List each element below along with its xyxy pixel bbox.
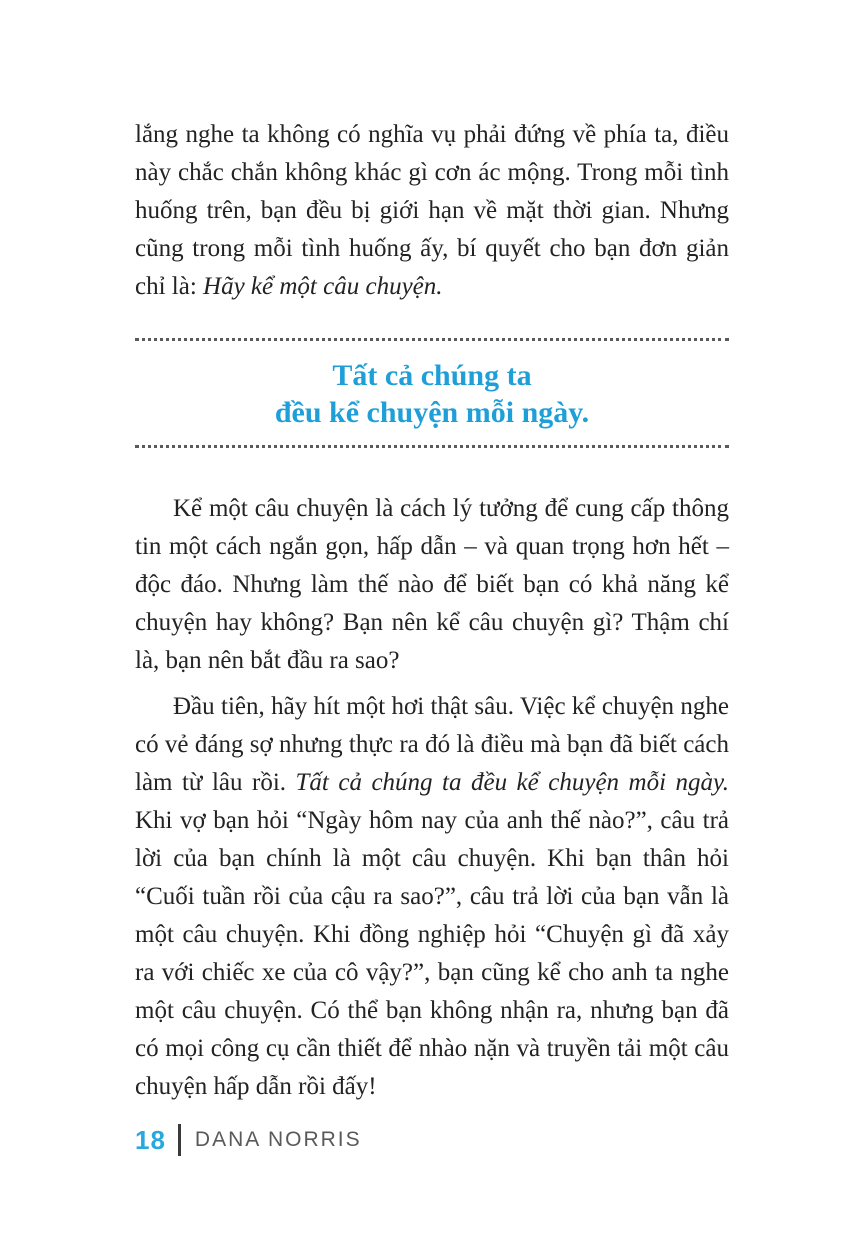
paragraph-3-text-1: Đầu tiên, hãy hít một hơi thật sâu. Việc kể chuyện nghe có vẻ đáng sợ nhưng thực ra đó là điều mà bạn đã biết cách làm từ lâu rồi. <box>135 693 729 796</box>
paragraph-2-text: Kể một câu chuyện là cách lý tưởng để cung cấp thông tin một cách ngắn gọn, hấp dẫn – và quan trọng hơn hết – độc đáo. Nhưng làm thế nào để biết bạn có khả năng kể chuyện hay không? Bạn nên kể câu chuyện gì? Thậm chí là, bạn nên bắt đầu ra sao? <box>135 495 729 674</box>
author-name: DANA NORRIS <box>194 1128 362 1151</box>
footer-separator-bar <box>178 1124 181 1156</box>
paragraph-3-text-2: Khi vợ bạn hỏi “Ngày hôm nay của anh thế nào?”, câu trả lời của bạn chính là một câu chuyện. Khi bạn thân hỏi “Cuối tuần rồi của cậu ra sao?”, câu trả lời của bạn vẫn là một câu chuyện. Khi đồng nghiệp hỏi “Chuyện gì đã xảy ra với chiếc xe của cô vậy?”, bạn cũng kể cho anh ta nghe một câu chuyện. Có thể bạn không nhận ra, nhưng bạn đã có mọi công cụ cần thiết để nhào nặn và truyền tải một câu chuyện hấp dẫn rồi đấy! <box>135 807 729 1100</box>
pull-quote-line-2: đều kể chuyện mỗi ngày. <box>274 396 590 429</box>
page-footer <box>135 1124 362 1156</box>
paragraph-1-text: lắng nghe ta không có nghĩa vụ phải đứng về phía ta, điều này chắc chắn không khác gì cơn ác mộng. Trong mỗi tình huống trên, bạn đều bị giới hạn về mặt thời gian. Nhưng cũng trong mỗi tình huống ấy, bí quyết cho bạn đơn giản chỉ là: <box>135 121 729 300</box>
dotted-divider-bottom <box>135 445 729 448</box>
paragraph-3 <box>135 688 729 1106</box>
pull-quote-line-1: Tất cả chúng ta <box>332 359 532 392</box>
page-number: 18 <box>135 1124 166 1155</box>
paragraph-3-italic-phrase: Tất cả chúng ta đều kể chuyện mỗi ngày. <box>295 769 729 796</box>
paragraph-1-italic-phrase: Hãy kể một câu chuyện. <box>203 273 443 300</box>
pull-quote-heading <box>135 357 729 431</box>
dotted-divider-top <box>135 338 729 341</box>
paragraph-1 <box>135 116 729 306</box>
paragraph-2 <box>135 490 729 680</box>
body-text <box>135 116 729 1106</box>
